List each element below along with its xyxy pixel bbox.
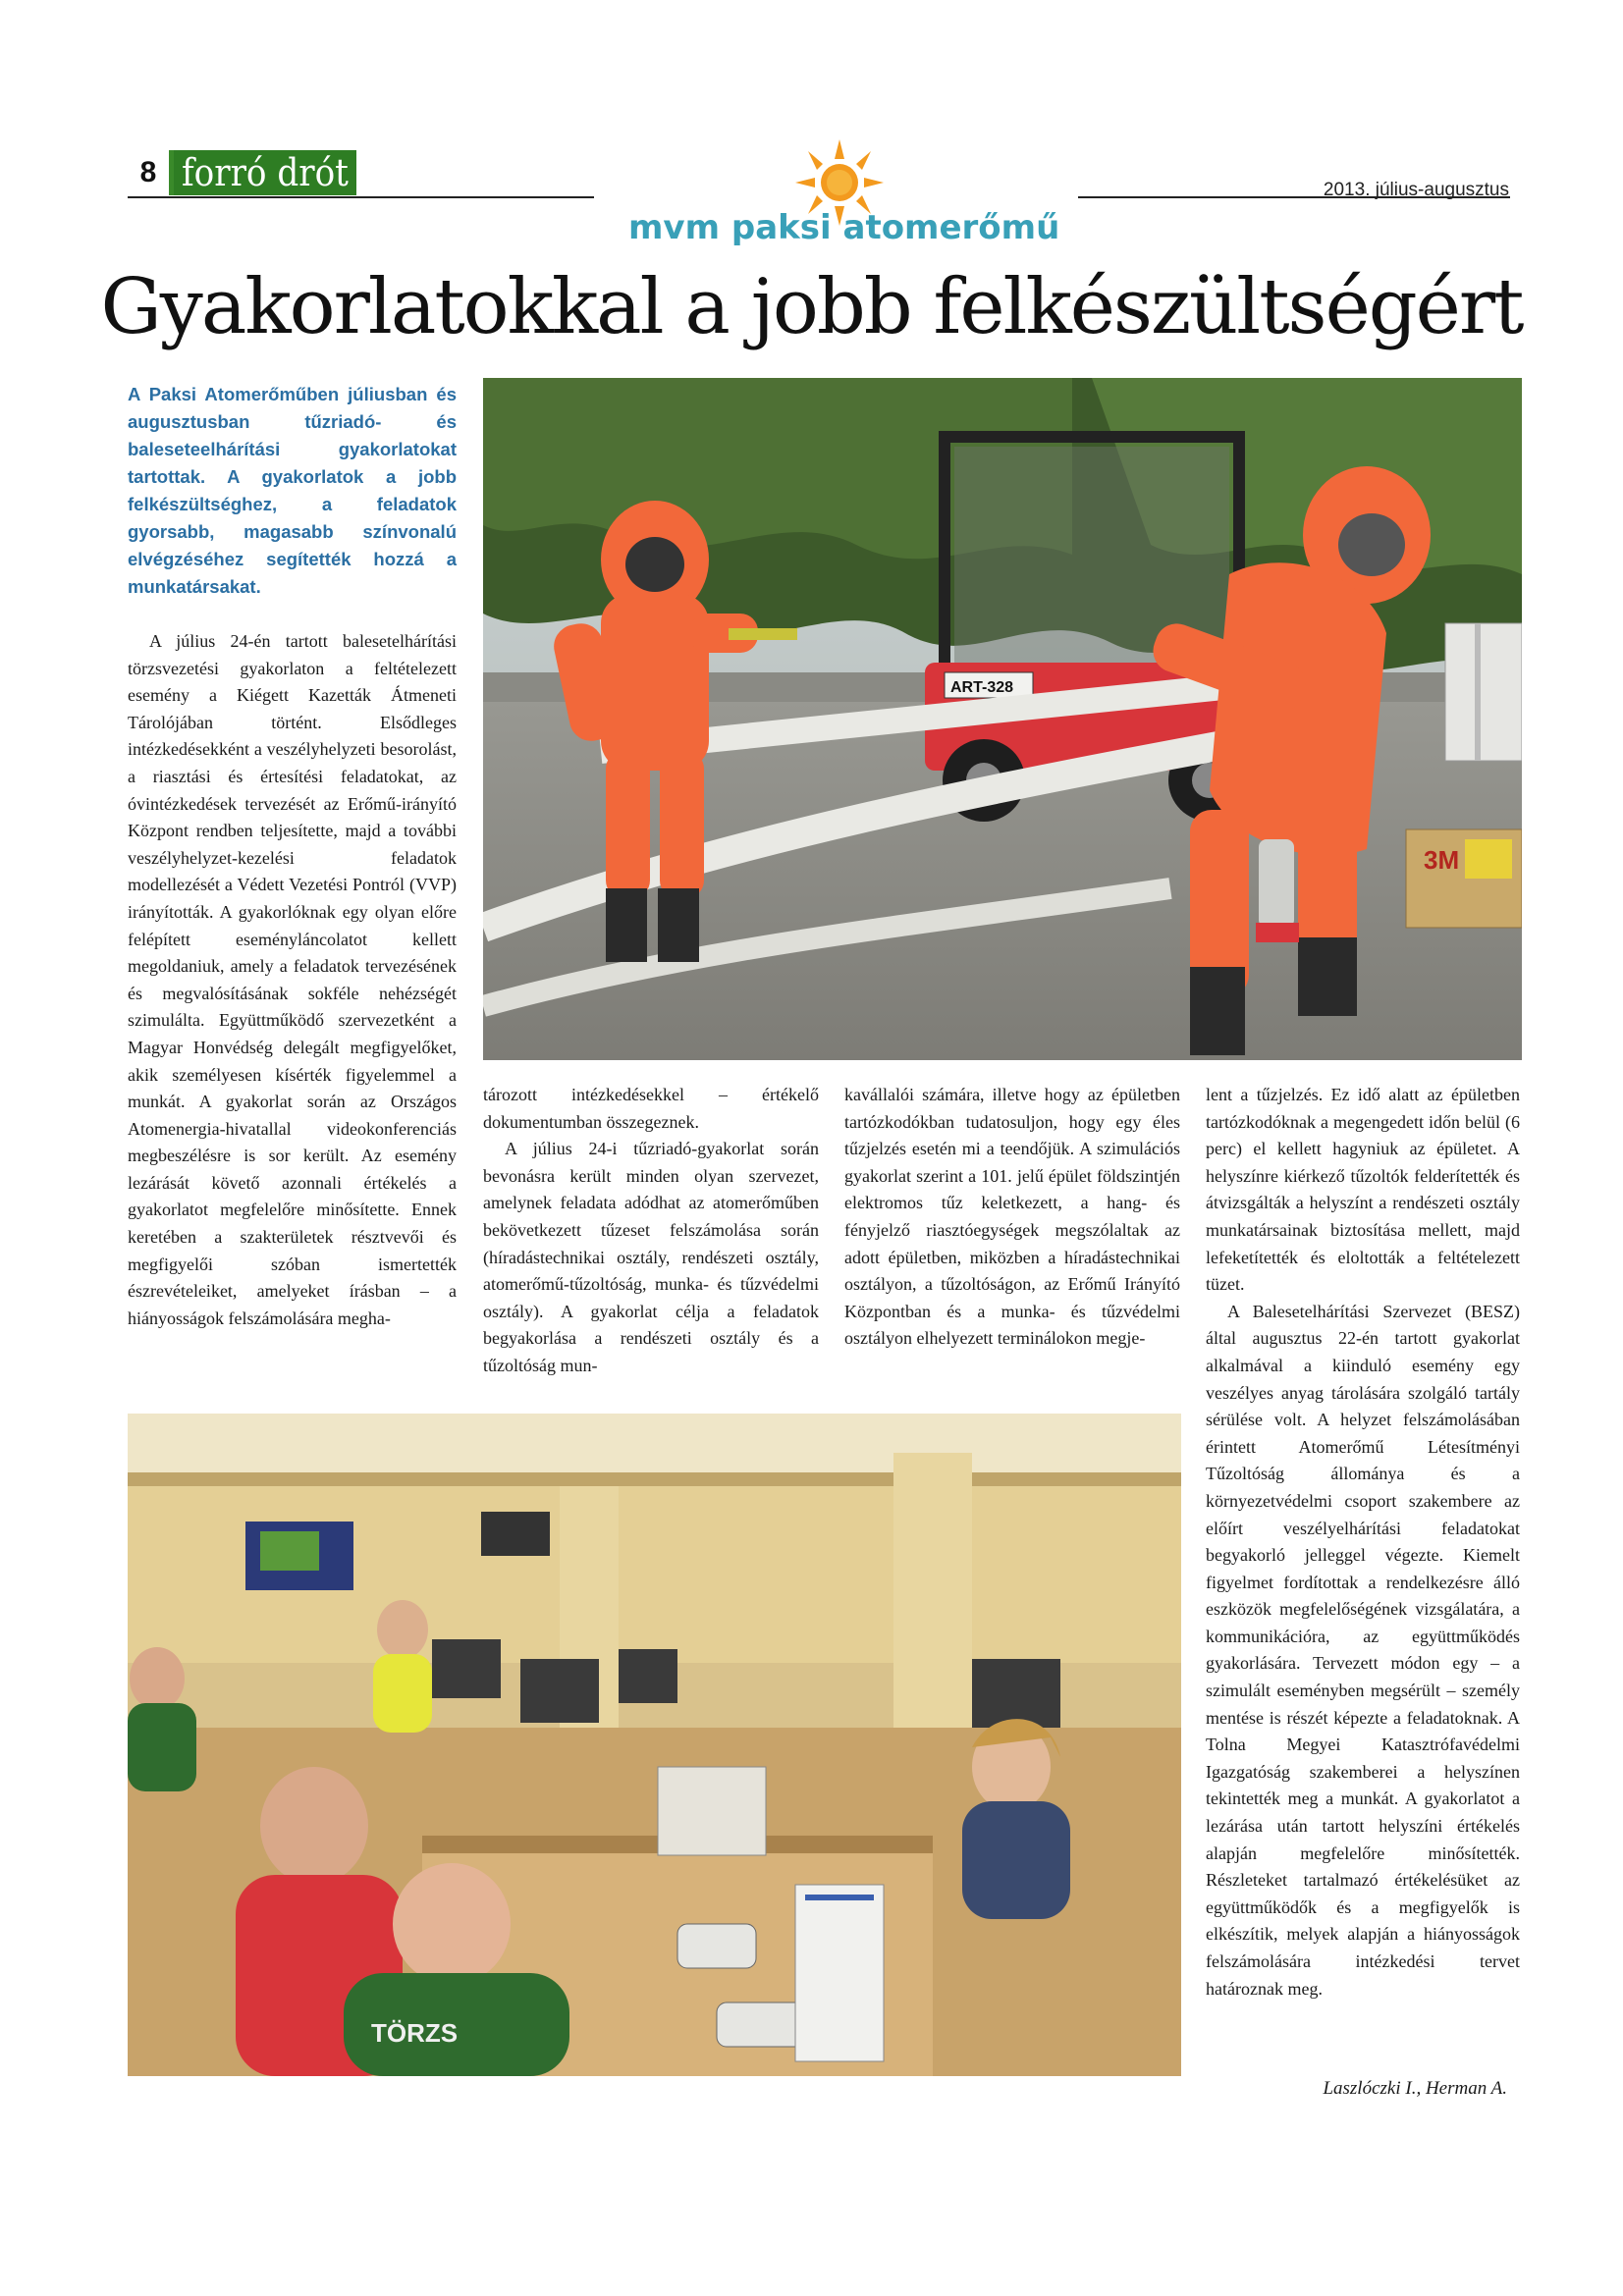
logo-mark: mvm: [628, 208, 721, 247]
photo-control-room: [128, 1414, 1181, 2076]
article-column-1: [128, 628, 457, 1332]
paragraph: A július 24-i tűzriadó-gyakorlat során bevonásra került minden olyan szervezet, amelynek feladata adódhat az atomerőműben bekövetkezett tűzeset felszámolása során (híradástechnikai osztály, rendészeti osztály, atomerőmű-tűzoltóság, munka- és tűzvédelmi osztály). A gyakorlat célja a feladatok begyakorlása a rendészeti osztály és a tűzoltóság mun-: [483, 1139, 819, 1375]
section-title: forró drót: [174, 150, 356, 195]
logo-name: paksi atomerőmű: [730, 208, 1060, 247]
article-lead: A Paksi Atomerőműben júliusban és augusztusban tűzriadó- és baleseteelhárítási gyakorlatokat tartottak. A gyakorlatok a jobb felkészültséghez, a feladatok gyorsabb, magasabb színvonalú elvégzéséhez segítették hozzá a munkatársakat.: [128, 384, 457, 597]
article-signature: Laszlóczki I., Herman A.: [1323, 2078, 1507, 2099]
article-column-3: [844, 1082, 1180, 1353]
box-label: 3M: [1424, 845, 1460, 875]
paragraph: tározott intézkedésekkel – értékelő dokumentumban összegeznek.: [483, 1085, 819, 1132]
photo-hazmat-drill: [483, 378, 1522, 1060]
plate-label: ART-328: [950, 679, 1014, 696]
page-number: 8: [128, 150, 174, 195]
paragraph: A Balesetelhárítási Szervezet (BESZ) által augusztus 22-én tartott gyakorlat alkalmával a kiinduló esemény egy veszélyes anyag tárolására szolgáló tartály sérülése volt. A helyzet felszámolásában érintett Atomerőmű Létesítményi Tűzoltóság állománya és a környezetvédelmi csoport szakembere az előírt veszélyelhárítási feladatokat begyakorló jelleggel végezte. Kiemelt figyelmet fordítottak a rendelkezésre álló eszközök megfelelőségének vizsgálatára, a kommunikációra, az együttműködés gyakorlására. Tervezett módon egy – a szimulált eseményben megsérült – személy mentése is részét képezte a feladatoknak. A Tolna Megyei Katasztrófavédelmi Igazgatóság szakemberei a helyszínen tekintették meg a munkát. A gyakorlatot a lezárása után tartott helyszíni értékelés alapján megfelelőre minősítették. Részleteket tartalmazó értékelésüket az együttműködők és a megfigyelők is elkészítik, melyek alapján a hiányosságok felszámolására intézkedési tervet határoznak meg.: [1206, 1301, 1520, 1999]
paragraph: kavállalói számára, illetve hogy az épületben tartózkodókban tudatosuljon, hogy egy éles tűzjelzés esetén mi a teendőjük. A szimulációs gyakorlat szerint a 101. jelű épület földszintjén elektromos tűz keletkezett, a hang- és fényjelző riasztóegységek megszólaltak az adott épületben, miközben a híradástechnikai osztályon, a tűzoltóságon, az Erőmű Irányító Központban és a munka- és tűzvédelmi osztályon elhelyezett terminálokon megje-: [844, 1085, 1180, 1349]
article-column-4: [1206, 1082, 1520, 2002]
logo-text: [628, 208, 1060, 247]
paragraph: A július 24-én tartott balesetelhárítási törzsvezetési gyakorlaton a feltételezett esemény a Kiégett Kazetták Átmeneti Tárolójában történt. Elsődleges intézkedésekként a veszélyhelyzeti besorolást, a riasztási és értesítési feladatokat, az óvintézkedések tervezését az Erőmű-irányító Központ rendben teljesítette, majd a további veszélyhelyzet-kezelési feladatok modellezését a Védett Vezetési Pontról (VVP) irányították. A gyakorlóknak egy olyan előre felépített eseményláncolatot kellett megoldaniuk, amely a feladatok tervezésének és megvalósításának sokféle nehézségét szimulálta. Együttműködő szervezetként a Magyar Honvédség delegált megfigyelőket, akik személyesen kísérték figyelemmel a munkát. A gyakorlat során az Országos Atomenergia-hivatallal videokonferenciás megbeszélésre is sor került. Az esemény lezárását követő azonnali értékelés a gyakorlatot megfelelőre minősítette. Ennek keretében a szakterületek résztvevői és megfigyelői szóban ismertették észrevételeiket, amelyeket írásban – a hiányosságok felszámolására megha-: [128, 631, 457, 1328]
paragraph: lent a tűzjelzés. Ez idő alatt az épületben tartózkodóknak a megengedett időn belül (6 perc) el kellett hagyniuk az épületet. A helyszínre kiérkező tűzoltók felderítették és átvizsgálták a helyszínt a rendészeti osztály munkatársainak biztosítása mellett, majd lefeketítették és eloltották a feltételezett tüzet.: [1206, 1085, 1520, 1295]
company-logo: [628, 137, 1060, 247]
vest-label: TÖRZS: [371, 2018, 459, 2048]
article-column-2: [483, 1082, 819, 1380]
header-rule-left: [128, 196, 594, 198]
article-title: Gyakorlatokkal a jobb felkészültségért: [100, 263, 1523, 351]
issue-date: 2013. július-augusztus: [1323, 180, 1509, 200]
